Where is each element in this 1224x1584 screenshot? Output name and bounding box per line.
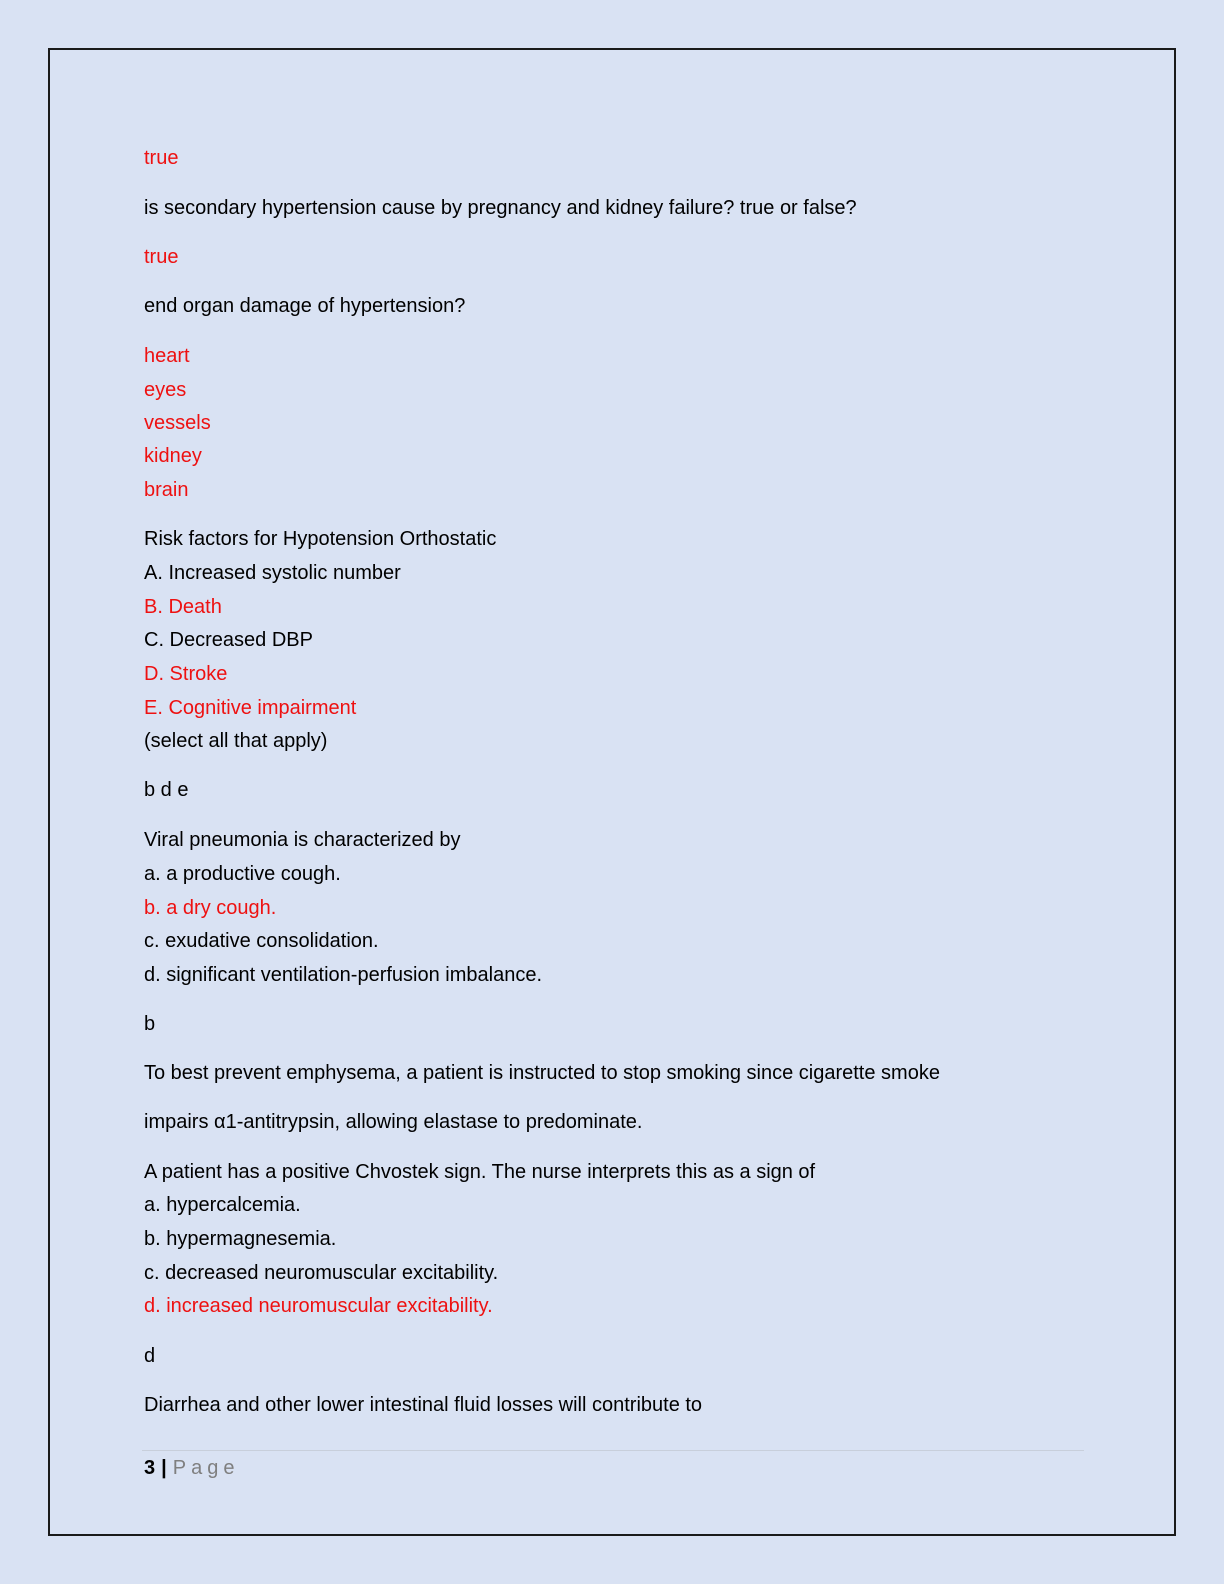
question-line: end organ damage of hypertension?	[144, 295, 466, 317]
answer-key-line: b	[144, 1013, 156, 1035]
option-line: b. a dry cough.	[144, 897, 277, 919]
option-line: a. a productive cough.	[144, 863, 341, 885]
option-line: D. Stroke	[144, 663, 228, 685]
question-line: Risk factors for Hypotension Orthostatic	[144, 528, 497, 550]
answer-line: kidney	[144, 445, 202, 467]
answer-line: impairs α1-antitrypsin, allowing elastase to predominate.	[144, 1111, 643, 1133]
footer-separator: |	[161, 1457, 167, 1479]
page-footer	[144, 1454, 239, 1482]
option-line: b. hypermagnesemia.	[144, 1228, 337, 1250]
answer-line: eyes	[144, 379, 187, 401]
answer-key-line: d	[144, 1345, 156, 1367]
answer-line: vessels	[144, 412, 211, 434]
option-line: d. increased neuromuscular excitability.	[144, 1295, 493, 1317]
option-line: B. Death	[144, 596, 222, 618]
page-number: 3	[144, 1457, 156, 1479]
page-label: Page	[172, 1457, 240, 1479]
answer-line: true	[144, 147, 179, 169]
question-line: is secondary hypertension cause by pregnancy and kidney failure? true or false?	[144, 197, 857, 219]
question-line: To best prevent emphysema, a patient is instructed to stop smoking since cigarette smoke	[144, 1062, 940, 1084]
footer-rule	[142, 1450, 1084, 1451]
option-line: E. Cognitive impairment	[144, 697, 357, 719]
question-line: Viral pneumonia is characterized by	[144, 829, 461, 851]
question-line: A patient has a positive Chvostek sign. The nurse interprets this as a sign of	[144, 1161, 816, 1183]
option-line: d. significant ventilation-perfusion imbalance.	[144, 964, 542, 986]
option-line: C. Decreased DBP	[144, 629, 313, 651]
option-line: c. decreased neuromuscular excitability.	[144, 1262, 499, 1284]
answer-line: brain	[144, 479, 189, 501]
answer-line: true	[144, 246, 179, 268]
option-line: A. Increased systolic number	[144, 562, 401, 584]
option-line: a. hypercalcemia.	[144, 1194, 301, 1216]
answer-line: heart	[144, 345, 190, 367]
instruction-line: (select all that apply)	[144, 730, 328, 752]
question-line: Diarrhea and other lower intestinal fluid losses will contribute to	[144, 1394, 703, 1416]
option-line: c. exudative consolidation.	[144, 930, 379, 952]
answer-key-line: b d e	[144, 779, 189, 801]
